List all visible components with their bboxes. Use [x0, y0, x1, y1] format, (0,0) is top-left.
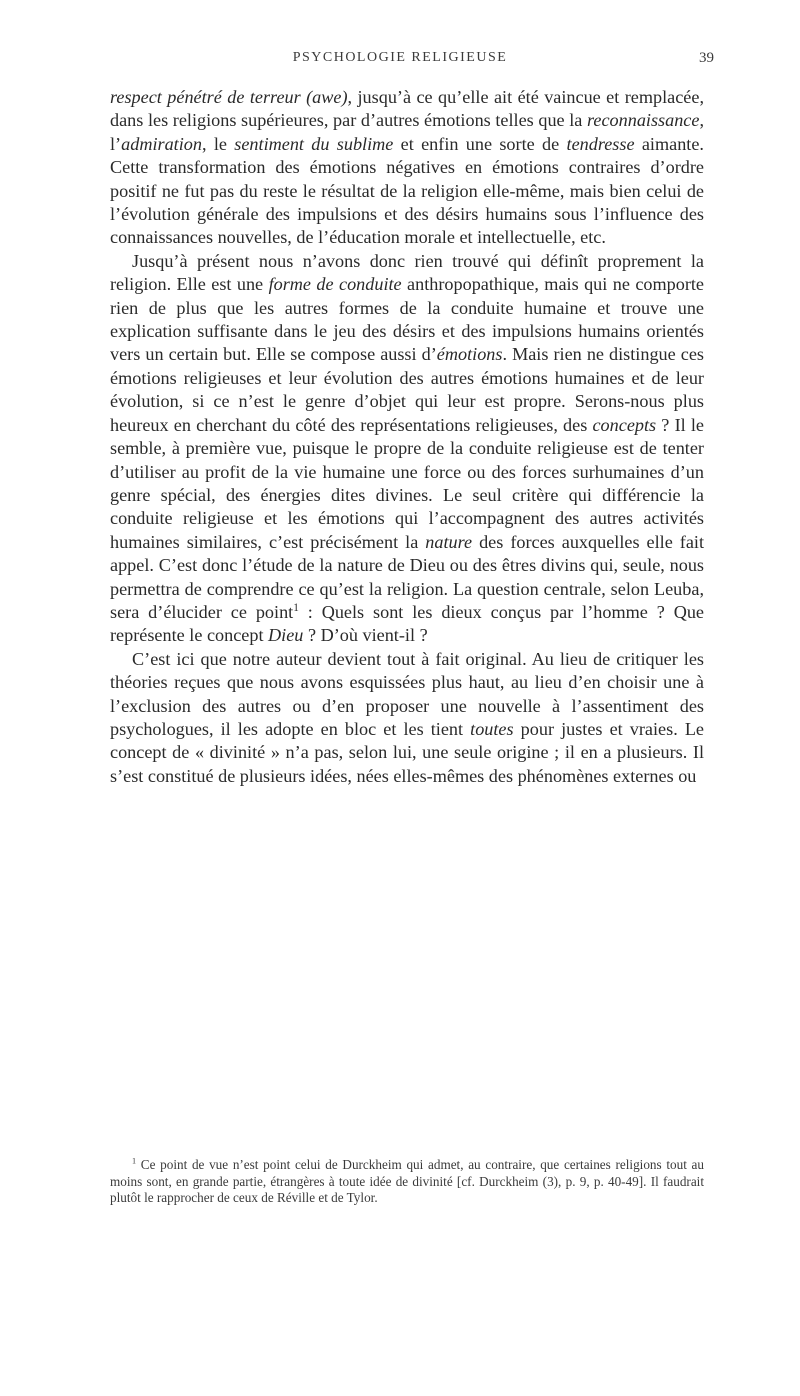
text-run: Jusqu’à présent nous n’avons donc rien trouvé qui définît proprement la religion. Elle est une: [110, 250, 704, 295]
text-run: ? Il le semble, à première vue, puisque le propre de la conduite religieuse est de tenter d’utiliser au profit de la vie humaine une force ou des forces surhumaines d’un genre spécial, des énergies dites divines. Le seul critère qui différencie la conduite religieuse et les émotions qui l’accompagnent des autres activités humaines similaires, c’est précisément la: [110, 414, 704, 552]
text-run: , le: [201, 133, 235, 154]
footnote-marker: 1: [132, 1156, 137, 1166]
text-run: . Mais rien ne distingue ces émotions religieuses et leur évolution des autres émotions humaines et de leur évolution, si ce n’est le genre d’objet qui leur est propre. Serons-nous plus heureux en cherchant du côté des représentations religieuses, des: [110, 344, 704, 435]
italic-run: sentiment du sublime: [234, 133, 394, 154]
italic-run: toutes: [470, 718, 514, 739]
text-run: anthropopathique, mais qui ne comporte rien de plus que les autres formes de la conduite humaine et trouve une explication suffisante dans le jeu des désirs et des impulsions humains orientés vers un certain but. Elle se compose aussi d’: [110, 274, 705, 365]
italic-run: nature: [425, 531, 473, 552]
text-run: des forces auxquelles elle fait appel. C’est donc l’étude de la nature de Dieu ou des êtres divins qui, seule, nous permettra de comprendre ce qu’est la religion. La question centrale, selon Leuba, sera d’élucider ce point: [110, 531, 705, 622]
italic-run: Dieu: [268, 625, 304, 646]
body-text: [110, 86, 704, 788]
text-run: , jusqu’à ce qu’elle ait été vaincue et remplacée, dans les religions supérieures, par d’autres émotions telles que la: [110, 87, 705, 131]
running-title: PSYCHOLOGIE RELIGIEUSE: [292, 50, 508, 65]
page-number: 39: [699, 50, 714, 66]
footnote-text: [110, 1157, 704, 1207]
text-run: Ce point de vue n’est point celui de Durckheim qui admet, au contraire, que certaines religions tout au moins sont, en grande partie, étrangères à toute idée de divinité [cf. Durckheim (3), p. 9, p. 40-49]. Il faudrait plutôt le rapprocher de ceux de Réville et de Tylor.: [110, 1157, 704, 1206]
text-run: aimante. Cette transformation des émotions négatives en émotions contraires d’ordre positif ne fut pas du reste le résultat de la religion elle-même, mais bien celui de l’évolution générale des impulsions et des désirs humains sous l’influence des connaissances nouvelles, de l’éducation morale et intellectuelle, etc.: [110, 133, 704, 248]
italic-run: respect pénétré de terreur (awe): [110, 87, 348, 107]
italic-run: admiration: [121, 133, 202, 154]
footnote: [110, 1157, 704, 1207]
text-run: pour justes et vraies. Le concept de « divinité » n’a pas, selon lui, une seule origine ; il en a plusieurs. Il s’est constitué de plusieurs idées, nées elles-mêmes des phénomènes externes ou: [110, 718, 705, 786]
italic-run: émotions: [436, 344, 503, 365]
text-run: , l’: [110, 110, 704, 154]
paragraph-3: [110, 648, 704, 788]
running-head: [0, 50, 800, 70]
text-run: ? D’où vient-il ?: [303, 625, 428, 646]
paragraph-2: [110, 250, 704, 648]
paragraph-1: [110, 86, 704, 250]
italic-run: concepts: [592, 414, 657, 435]
italic-run: tendresse: [566, 133, 635, 154]
text-run: : Quels sont les dieux conçus par l’homme ? Que représente le concept: [110, 601, 704, 646]
text-run: et enfin une sorte de: [393, 133, 567, 154]
italic-run: forme de conduite: [268, 274, 402, 295]
italic-run: reconnaissance: [586, 110, 700, 131]
text-run: C’est ici que notre auteur devient tout à fait original. Au lieu de critiquer les théories reçues que nous avons esquissées plus haut, au lieu d’en choisir une à l’exclusion des autres ou d’en proposer une nouvelle à l’assentiment des psychologues, il les adopte en bloc et les tient: [110, 648, 704, 739]
footnote-marker: 1: [293, 601, 299, 614]
